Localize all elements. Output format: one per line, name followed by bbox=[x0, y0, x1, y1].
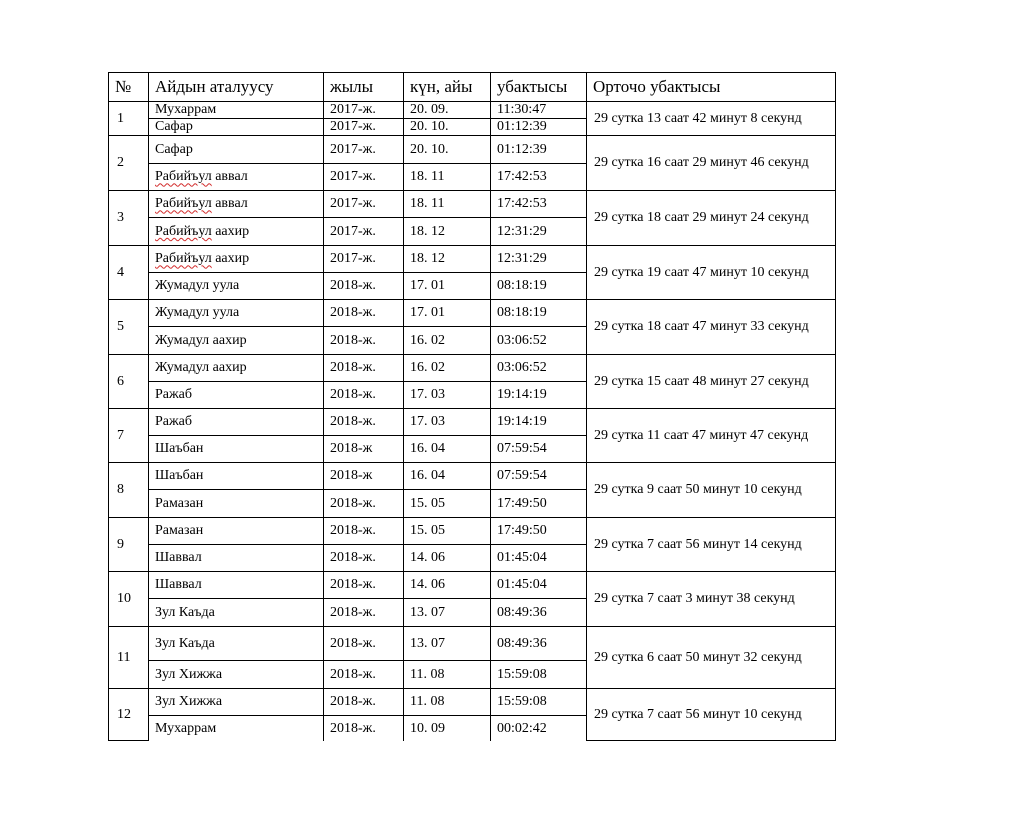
row-number: 6 bbox=[109, 355, 149, 409]
date-cell: 15. 05 bbox=[404, 518, 491, 545]
date-cell: 20. 09. bbox=[404, 102, 491, 119]
row-number: 3 bbox=[109, 191, 149, 246]
year-cell: 2018-ж. bbox=[324, 545, 404, 572]
table-row bbox=[109, 463, 836, 490]
year-cell: 2018-ж. bbox=[324, 327, 404, 355]
time-cell: 11:30:47 bbox=[491, 102, 587, 119]
table-row bbox=[109, 300, 836, 327]
date-cell: 18. 12 bbox=[404, 246, 491, 273]
date-cell: 13. 07 bbox=[404, 599, 491, 627]
date-cell: 17. 03 bbox=[404, 409, 491, 436]
time-cell: 08:18:19 bbox=[491, 273, 587, 300]
header-row bbox=[109, 73, 836, 102]
time-cell: 00:02:42 bbox=[491, 716, 587, 741]
month-name-cell: Шаъбан bbox=[149, 436, 324, 463]
month-name-cell: Шаъбан bbox=[149, 463, 324, 490]
month-name-cell: Зул Каъда bbox=[149, 599, 324, 627]
average-duration-cell: 29 сутка 19 саат 47 минут 10 секунд bbox=[587, 246, 836, 300]
date-cell: 11. 08 bbox=[404, 661, 491, 689]
date-cell: 17. 01 bbox=[404, 300, 491, 327]
month-name-cell: Рабийъул аввал bbox=[149, 191, 324, 218]
year-cell: 2018-ж. bbox=[324, 627, 404, 661]
time-cell: 03:06:52 bbox=[491, 327, 587, 355]
month-name-cell: Рабийъул аахир bbox=[149, 246, 324, 273]
year-cell: 2018-ж. bbox=[324, 382, 404, 409]
spellcheck-word: Рабийъул bbox=[155, 169, 212, 185]
month-name-cell: Мухаррам bbox=[149, 102, 324, 119]
header-year: жылы bbox=[324, 73, 404, 102]
table-row bbox=[109, 689, 836, 716]
time-cell: 01:12:39 bbox=[491, 119, 587, 136]
date-cell: 18. 12 bbox=[404, 218, 491, 246]
time-cell: 19:14:19 bbox=[491, 409, 587, 436]
average-duration-cell: 29 сутка 7 саат 56 минут 14 секунд bbox=[587, 518, 836, 572]
table-body bbox=[109, 102, 836, 741]
spellcheck-word: Рабийъул bbox=[155, 223, 212, 239]
date-cell: 16. 02 bbox=[404, 327, 491, 355]
table-row bbox=[109, 409, 836, 436]
year-cell: 2018-ж. bbox=[324, 409, 404, 436]
row-number: 10 bbox=[109, 572, 149, 627]
month-name-cell: Зул Хижжа bbox=[149, 689, 324, 716]
date-cell: 13. 07 bbox=[404, 627, 491, 661]
time-cell: 17:42:53 bbox=[491, 164, 587, 191]
time-cell: 12:31:29 bbox=[491, 246, 587, 273]
date-cell: 10. 09 bbox=[404, 716, 491, 741]
table-row bbox=[109, 355, 836, 382]
year-cell: 2018-ж bbox=[324, 436, 404, 463]
average-duration-cell: 29 сутка 18 саат 29 минут 24 секунд bbox=[587, 191, 836, 246]
time-cell: 12:31:29 bbox=[491, 218, 587, 246]
month-name-cell: Сафар bbox=[149, 119, 324, 136]
date-cell: 18. 11 bbox=[404, 164, 491, 191]
header-time: убактысы bbox=[491, 73, 587, 102]
row-number: 7 bbox=[109, 409, 149, 463]
date-cell: 17. 03 bbox=[404, 382, 491, 409]
date-cell: 15. 05 bbox=[404, 490, 491, 518]
time-cell: 03:06:52 bbox=[491, 355, 587, 382]
time-cell: 01:45:04 bbox=[491, 572, 587, 599]
time-cell: 17:49:50 bbox=[491, 490, 587, 518]
year-cell: 2017-ж. bbox=[324, 164, 404, 191]
month-name-cell: Сафар bbox=[149, 136, 324, 164]
time-cell: 07:59:54 bbox=[491, 463, 587, 490]
month-name-cell: Зул Каъда bbox=[149, 627, 324, 661]
average-duration-cell: 29 сутка 6 саат 50 минут 32 секунд bbox=[587, 627, 836, 689]
time-cell: 15:59:08 bbox=[491, 689, 587, 716]
average-duration-cell: 29 сутка 13 саат 42 минут 8 секунд bbox=[587, 102, 836, 136]
date-cell: 14. 06 bbox=[404, 572, 491, 599]
table-row bbox=[109, 518, 836, 545]
date-cell: 11. 08 bbox=[404, 689, 491, 716]
year-cell: 2018-ж. bbox=[324, 518, 404, 545]
date-cell: 18. 11 bbox=[404, 191, 491, 218]
date-cell: 20. 10. bbox=[404, 136, 491, 164]
year-cell: 2017-ж. bbox=[324, 246, 404, 273]
month-name-cell: Рабийъул аахир bbox=[149, 218, 324, 246]
average-duration-cell: 29 сутка 9 саат 50 минут 10 секунд bbox=[587, 463, 836, 518]
year-cell: 2018-ж. bbox=[324, 300, 404, 327]
year-cell: 2018-ж. bbox=[324, 490, 404, 518]
year-cell: 2018-ж. bbox=[324, 689, 404, 716]
time-cell: 15:59:08 bbox=[491, 661, 587, 689]
spellcheck-word: Рабийъул bbox=[155, 251, 212, 267]
year-cell: 2018-ж. bbox=[324, 355, 404, 382]
year-cell: 2018-ж. bbox=[324, 599, 404, 627]
time-cell: 01:12:39 bbox=[491, 136, 587, 164]
year-cell: 2017-ж. bbox=[324, 191, 404, 218]
time-cell: 17:49:50 bbox=[491, 518, 587, 545]
time-cell: 08:18:19 bbox=[491, 300, 587, 327]
date-cell: 16. 04 bbox=[404, 463, 491, 490]
time-cell: 19:14:19 bbox=[491, 382, 587, 409]
year-cell: 2018-ж. bbox=[324, 273, 404, 300]
average-duration-cell: 29 сутка 18 саат 47 минут 33 секунд bbox=[587, 300, 836, 355]
spellcheck-word: Рабийъул bbox=[155, 196, 212, 212]
row-number: 8 bbox=[109, 463, 149, 518]
row-number: 11 bbox=[109, 627, 149, 689]
time-cell: 17:42:53 bbox=[491, 191, 587, 218]
table-header bbox=[109, 73, 836, 102]
month-name-cell: Ражаб bbox=[149, 382, 324, 409]
month-name-cell: Жумадул аахир bbox=[149, 355, 324, 382]
date-cell: 17. 01 bbox=[404, 273, 491, 300]
row-number: 2 bbox=[109, 136, 149, 191]
average-duration-cell: 29 сутка 7 саат 56 минут 10 секунд bbox=[587, 689, 836, 741]
table-row bbox=[109, 572, 836, 599]
month-name-cell: Рамазан bbox=[149, 518, 324, 545]
row-number: 5 bbox=[109, 300, 149, 355]
average-duration-cell: 29 сутка 16 саат 29 минут 46 секунд bbox=[587, 136, 836, 191]
header-date: күн, айы bbox=[404, 73, 491, 102]
time-cell: 07:59:54 bbox=[491, 436, 587, 463]
month-name-cell: Рабийъул аввал bbox=[149, 164, 324, 191]
date-cell: 16. 02 bbox=[404, 355, 491, 382]
month-name-cell: Рамазан bbox=[149, 490, 324, 518]
month-name-cell: Жумадул уула bbox=[149, 300, 324, 327]
average-duration-cell: 29 сутка 15 саат 48 минут 27 секунд bbox=[587, 355, 836, 409]
month-name-cell: Ражаб bbox=[149, 409, 324, 436]
month-name-cell: Шаввал bbox=[149, 545, 324, 572]
header-num: № bbox=[109, 73, 149, 102]
year-cell: 2018-ж. bbox=[324, 716, 404, 741]
table-row bbox=[109, 191, 836, 218]
row-number: 9 bbox=[109, 518, 149, 572]
year-cell: 2017-ж. bbox=[324, 136, 404, 164]
row-number: 12 bbox=[109, 689, 149, 741]
date-cell: 14. 06 bbox=[404, 545, 491, 572]
year-cell: 2018-ж. bbox=[324, 572, 404, 599]
date-cell: 20. 10. bbox=[404, 119, 491, 136]
header-month: Айдын аталуусу bbox=[149, 73, 324, 102]
month-name-cell: Мухаррам bbox=[149, 716, 324, 741]
month-name-cell: Шаввал bbox=[149, 572, 324, 599]
table-row bbox=[109, 627, 836, 661]
lunar-months-table bbox=[108, 72, 836, 741]
year-cell: 2017-ж. bbox=[324, 102, 404, 119]
average-duration-cell: 29 сутка 7 саат 3 минут 38 секунд bbox=[587, 572, 836, 627]
time-cell: 01:45:04 bbox=[491, 545, 587, 572]
month-name-cell: Жумадул аахир bbox=[149, 327, 324, 355]
date-cell: 16. 04 bbox=[404, 436, 491, 463]
table-row bbox=[109, 136, 836, 164]
header-average: Орточо убактысы bbox=[587, 73, 836, 102]
table-row bbox=[109, 246, 836, 273]
year-cell: 2017-ж. bbox=[324, 119, 404, 136]
average-duration-cell: 29 сутка 11 саат 47 минут 47 секунд bbox=[587, 409, 836, 463]
time-cell: 08:49:36 bbox=[491, 627, 587, 661]
month-name-cell: Жумадул уула bbox=[149, 273, 324, 300]
year-cell: 2018-ж bbox=[324, 463, 404, 490]
year-cell: 2017-ж. bbox=[324, 218, 404, 246]
time-cell: 08:49:36 bbox=[491, 599, 587, 627]
month-name-cell: Зул Хижжа bbox=[149, 661, 324, 689]
row-number: 4 bbox=[109, 246, 149, 300]
year-cell: 2018-ж. bbox=[324, 661, 404, 689]
table-row bbox=[109, 102, 836, 119]
row-number: 1 bbox=[109, 102, 149, 136]
